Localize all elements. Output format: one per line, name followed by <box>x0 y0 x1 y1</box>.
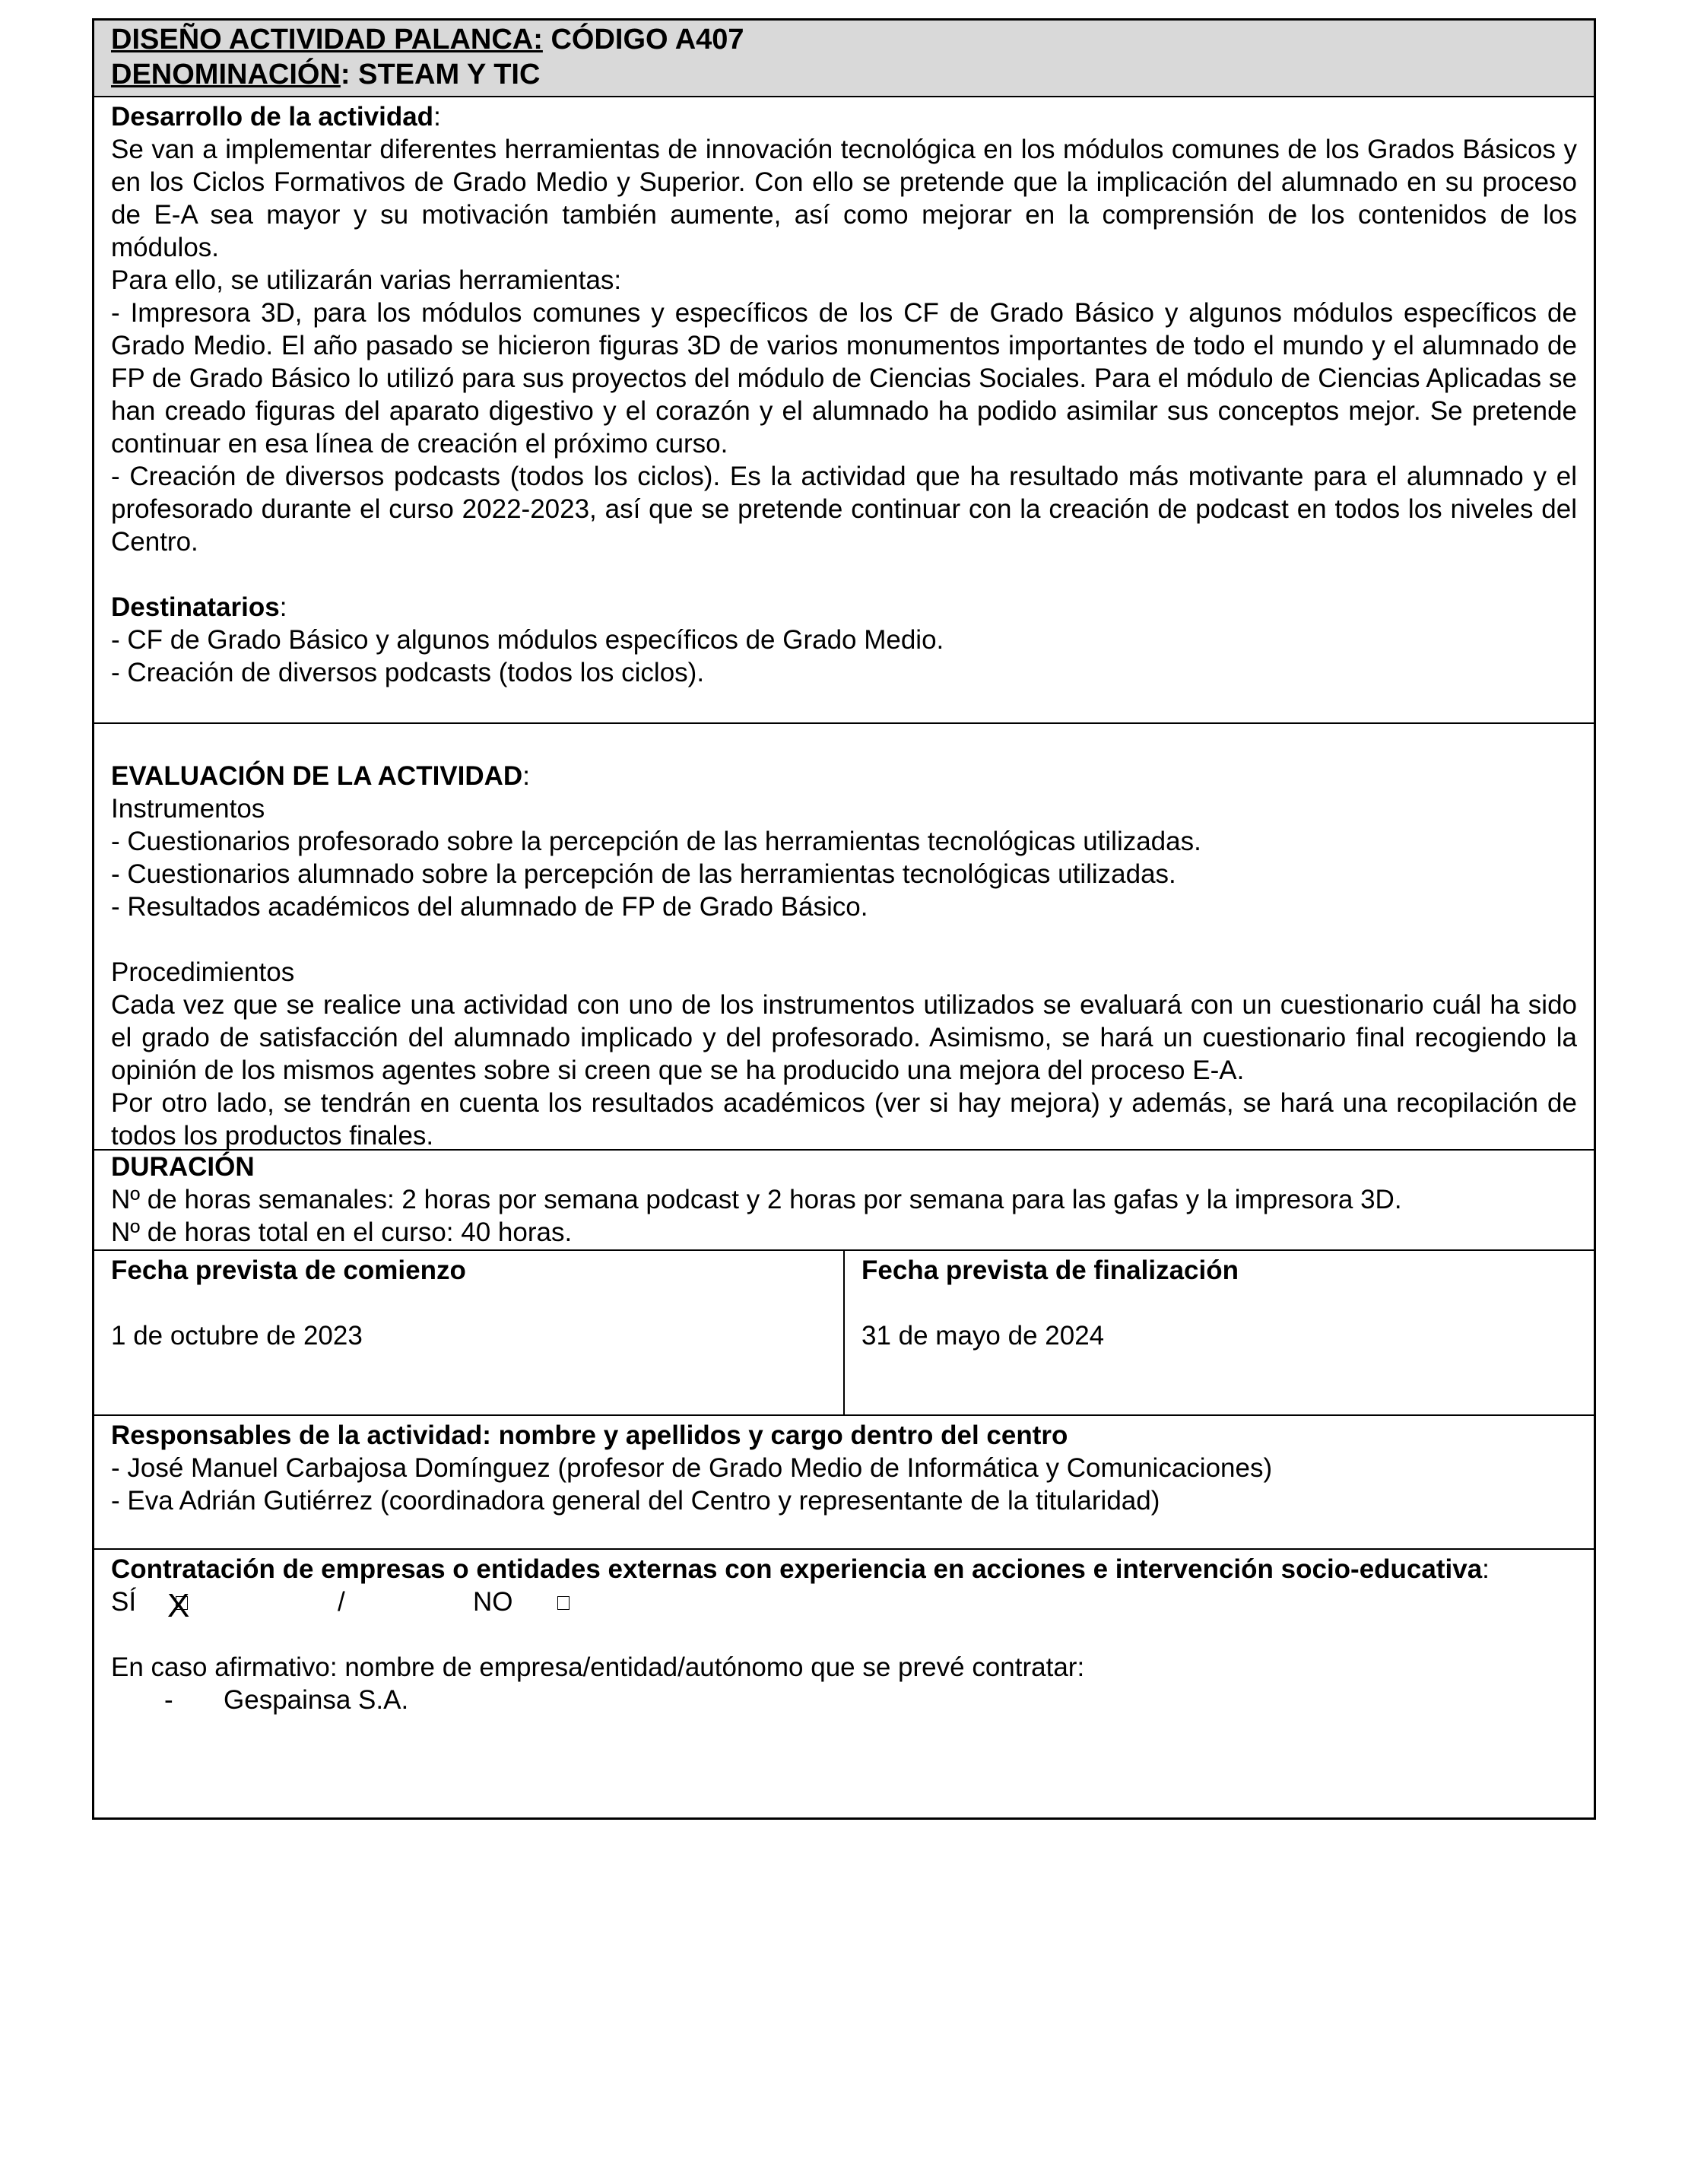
fecha-finalizacion-label: Fecha prevista de finalización <box>861 1255 1239 1285</box>
responsables-section <box>94 1414 1594 1548</box>
desarrollo-paragraph: - Impresora 3D, para los módulos comunes y específicos de los CF de Grado Básico y algunos módulos específicos de Grado Medio. El año pasado se hicieron figuras 3D de varios monumentos importantes de todo el mundo y el alumnado de FP de Grado Básico lo utilizó para sus proyectos del módulo de Ciencias Sociales. Para el módulo de Ciencias Aplicadas se han creado figuras del aparato digestivo y el corazón y el alumnado ha podido asimilar sus conceptos mejor. Se pretende continuar en esa línea de creación el próximo curso. <box>111 298 1577 459</box>
contratacion-heading: Contratación de empresas o entidades externas con experiencia en acciones e intervención socio-educativa <box>111 1554 1483 1584</box>
afirmativo-label: En caso afirmativo: nombre de empresa/entidad/autónomo que se prevé contratar: <box>111 1652 1085 1682</box>
fecha-finalizacion-value: 31 de mayo de 2024 <box>861 1321 1105 1351</box>
destinatarios-heading: Destinatarios <box>111 592 280 622</box>
procedimientos-label: Procedimientos <box>111 957 295 987</box>
procedimiento-paragraph: Por otro lado, se tendrán en cuenta los resultados académicos (ver si hay mejora) y además, se hará una recopilación de todos los productos finales. <box>111 1088 1577 1149</box>
duracion-line: Nº de horas total en el curso: 40 horas. <box>111 1217 573 1247</box>
si-label: SÍ <box>111 1587 137 1617</box>
instrumentos-label: Instrumentos <box>111 794 265 824</box>
title-label: DISEÑO ACTIVIDAD PALANCA: <box>111 24 543 56</box>
duracion-heading: DURACIÓN <box>111 1152 255 1182</box>
desarrollo-section: Desarrollo de la actividad: Se van a implementar diferentes herramientas de innovación tecnológica en los módulos comunes de los Grados Básicos y en los Ciclos Formativos de Grado Medio y Superior. Con ello se pretende que la implicación del alumnado en su proceso de E-A sea mayor y su motivación también aumente, así como mejorar en la comprensión de los contenidos de los módulos. Para ello, se utilizarán varias herramientas: - Impresora 3D, para los módulos comunes y específicos de los CF de Grado Básico y algunos módulos específicos de Grado Medio. El año pasado se hicieron figuras 3D de varios monumentos importantes de todo el mundo y el alumnado de FP de Grado Básico lo utilizó para sus proyectos del módulo de Ciencias Sociales. Para el módulo de Ciencias Aplicadas se han creado figuras del aparato digestivo y el corazón y el alumnado ha podido asimilar sus conceptos mejor. Se pretende continuar en esa línea de creación el próximo curso. - Creación de diversos podcasts (todos los ciclos). Es la actividad que ha resultado más motivante para el alumnado y el profesorado durante el curso 2022-2023, así que se pretende continuar con la creación de podcast en todos los niveles del Centro. Destinatarios: - CF de Grado Básico y algunos módulos específicos de Grado Medio. - Creación de diversos podcasts (todos los ciclos). <box>94 96 1594 722</box>
procedimiento-paragraph: Cada vez que se realice una actividad con uno de los instrumentos utilizados se evaluará con un cuestionario cuál ha sido el grado de satisfacción del alumnado implicado y del profesorado. Asimismo, se hará un cuestionario final recogiendo la opinión de los mismos agentes sobre si creen que se ha producido una mejora del proceso E-A. <box>111 990 1577 1085</box>
form-title <box>111 22 1577 57</box>
denom-label: DENOMINACIÓN <box>111 59 341 90</box>
no-checkbox[interactable] <box>557 1596 570 1610</box>
destinatario-item: - Creación de diversos podcasts (todos los ciclos). <box>111 658 705 687</box>
fecha-comienzo-label: Fecha prevista de comienzo <box>111 1255 466 1285</box>
contratacion-section: Contratación de empresas o entidades externas con experiencia en acciones e intervención socio-educativa: SÍ X / NO En caso afirmativo: nombre de empresa/entidad/autónomo que se prevé contratar: - Gespainsa S.A. <box>94 1548 1594 1817</box>
no-label: NO <box>473 1587 513 1617</box>
evaluacion-section: EVALUACIÓN DE LA ACTIVIDAD: Instrumentos - Cuestionarios profesorado sobre la percepción de las herramientas tecnológicas utilizadas. - Cuestionarios alumnado sobre la percepción de las herramientas tecnológicas utilizadas. - Resultados académicos del alumnado de FP de Grado Básico. Procedimientos Cada vez que se realice una actividad con uno de los instrumentos utilizados se evaluará con un cuestionario cuál ha sido el grado de satisfacción del alumnado implicado y del profesorado. Asimismo, se hará un cuestionario final recogiendo la opinión de los mismos agentes sobre si creen que se ha producido una mejora del proceso E-A. Por otro lado, se tendrán en cuenta los resultados académicos (ver si hay mejora) y además, se hará una recopilación de todos los productos finales. <box>94 722 1594 1149</box>
desarrollo-paragraph: - Creación de diversos podcasts (todos los ciclos). Es la actividad que ha resultado más motivante para el alumnado y el profesorado durante el curso 2022-2023, así que se pretende continuar con la creación de podcast en todos los niveles del Centro. <box>111 462 1577 557</box>
desarrollo-paragraph: Para ello, se utilizarán varias herramientas: <box>111 265 622 295</box>
fechas-section <box>94 1249 1594 1414</box>
activity-form-table <box>92 18 1596 1820</box>
empresa-item <box>111 1684 1577 1716</box>
responsable-item: - Eva Adrián Gutiérrez (coordinadora general del Centro y representante de la titularidad) <box>111 1486 1160 1516</box>
si-checkbox[interactable] <box>167 1587 190 1624</box>
destinatario-item: - CF de Grado Básico y algunos módulos específicos de Grado Medio. <box>111 625 944 655</box>
si-no-options <box>111 1586 1577 1624</box>
instrumento-item: - Cuestionarios alumnado sobre la percepción de las herramientas tecnológicas utilizadas. <box>111 859 1176 889</box>
empresa-dash: - <box>164 1685 173 1715</box>
fecha-finalizacion-cell <box>845 1251 1594 1414</box>
responsable-item: - José Manuel Carbajosa Domínguez (profesor de Grado Medio de Informática y Comunicaciones) <box>111 1453 1273 1483</box>
duracion-section <box>94 1149 1594 1249</box>
separator: / <box>338 1587 345 1617</box>
fecha-comienzo-cell <box>94 1251 845 1414</box>
x-mark-icon: X <box>167 1587 190 1624</box>
fecha-comienzo-value: 1 de octubre de 2023 <box>111 1321 363 1351</box>
evaluacion-heading: EVALUACIÓN DE LA ACTIVIDAD <box>111 761 523 791</box>
empresa-name: Gespainsa S.A. <box>224 1685 409 1715</box>
desarrollo-paragraph: Se van a implementar diferentes herramientas de innovación tecnológica en los módulos comunes de los Grados Básicos y en los Ciclos Formativos de Grado Medio y Superior. Con ello se pretende que la implicación del alumnado en su proceso de E-A sea mayor y su motivación también aumente, así como mejorar en la comprensión de los contenidos de los módulos. <box>111 135 1577 262</box>
instrumento-item: - Cuestionarios profesorado sobre la percepción de las herramientas tecnológicas utilizadas. <box>111 827 1201 856</box>
form-denomination <box>111 57 1577 92</box>
denom-value: : STEAM Y TIC <box>340 59 541 90</box>
form-header <box>94 21 1594 96</box>
title-code: CÓDIGO A407 <box>542 24 744 56</box>
responsables-heading: Responsables de la actividad: nombre y apellidos y cargo dentro del centro <box>111 1421 1068 1450</box>
desarrollo-heading: Desarrollo de la actividad <box>111 102 434 132</box>
duracion-line: Nº de horas semanales: 2 horas por semana podcast y 2 horas por semana para las gafas y la impresora 3D. <box>111 1185 1402 1214</box>
instrumento-item: - Resultados académicos del alumnado de FP de Grado Básico. <box>111 892 868 922</box>
